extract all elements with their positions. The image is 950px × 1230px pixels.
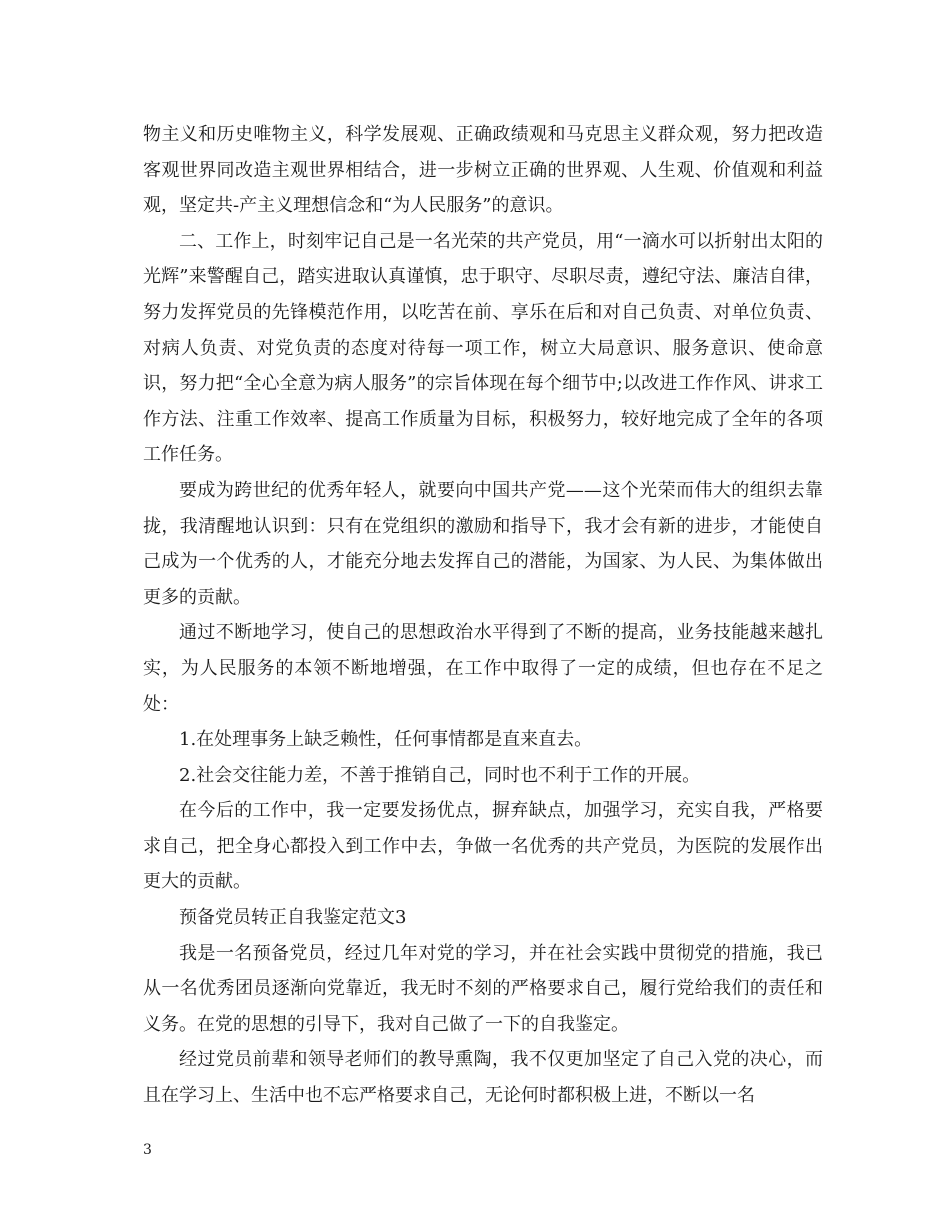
paragraph-7: 经过党员前辈和领导老师们的教导熏陶，我不仅更加坚定了自己入党的决心，而且在学习上、生活中也不忘严格要求自己，无论何时都积极上进，不断以一名 — [143, 1049, 823, 1107]
paragraph-3: 要成为跨世纪的优秀年轻人，就要向中国共产党——这个光荣而伟大的组织去靠拢，我清醒地认识到：只有在党组织的激励和指导下，我才会有新的进步，才能使自己成为一个优秀的人，才能充分地去发挥自己的潜能，为国家、为人民、为集体做出更多的贡献。 — [143, 479, 823, 608]
paragraph-5: 在今后的工作中，我一定要发扬优点，摒弃缺点，加强学习，充实自我，严格要求自己，把全身心都投入到工作中去，争做一名优秀的共产党员，为医院的发展作出更大的贡献。 — [143, 800, 823, 893]
paragraph-6: 我是一名预备党员，经过几年对党的学习，并在社会实践中贯彻党的措施，我已从一名优秀团员逐渐向党靠近，我无时不刻的严格要求自己，履行党给我们的责任和义务。在党的思想的引导下，我对自己做了一下的自我鉴定。 — [143, 942, 823, 1035]
paragraph-1: 物主义和历史唯物主义，科学发展观、正确政绩观和马克思主义群众观，努力把改造客观世界同改造主观世界相结合，进一步树立正确的世界观、人生观、价值观和利益观，坚定共-产主义理想信念和“为人民服务”的意识。 — [143, 124, 823, 217]
list-item-2: 2.社会交往能力差，不善于推销自己，同时也不利于工作的开展。 — [179, 764, 701, 786]
paragraph-2: 二、工作上，时刻牢记自己是一名光荣的共产党员，用“一滴水可以折射出太阳的光辉”来警醒自己，踏实进取认真谨慎，忠于职守、尽职尽责，遵纪守法、廉洁自律，努力发挥党员的先锋模范作用，以吃苦在前、享乐在后和对自己负责、对单位负责、对病人负责、对党负责的态度对待每一项工作，树立大局意识、服务意识、使命意识，努力把“全心全意为病人服务”的宗旨体现在每个细节中;以改进工作作风、讲求工作方法、注重工作效率、提高工作质量为目标，积极努力，较好地完成了全年的各项工作任务。 — [143, 230, 823, 466]
page-number: 3 — [143, 1142, 152, 1158]
paragraph-4: 通过不断地学习，使自己的思想政治水平得到了不断的提高，业务技能越来越扎实，为人民服务的本领不断地增强，在工作中取得了一定的成绩，但也存在不足之处： — [143, 622, 823, 715]
section-heading: 预备党员转正自我鉴定范文3 — [179, 907, 407, 929]
document-body — [143, 117, 823, 1114]
list-item-1: 1.在处理事务上缺乏赖性，任何事情都是直来直去。 — [179, 729, 593, 751]
